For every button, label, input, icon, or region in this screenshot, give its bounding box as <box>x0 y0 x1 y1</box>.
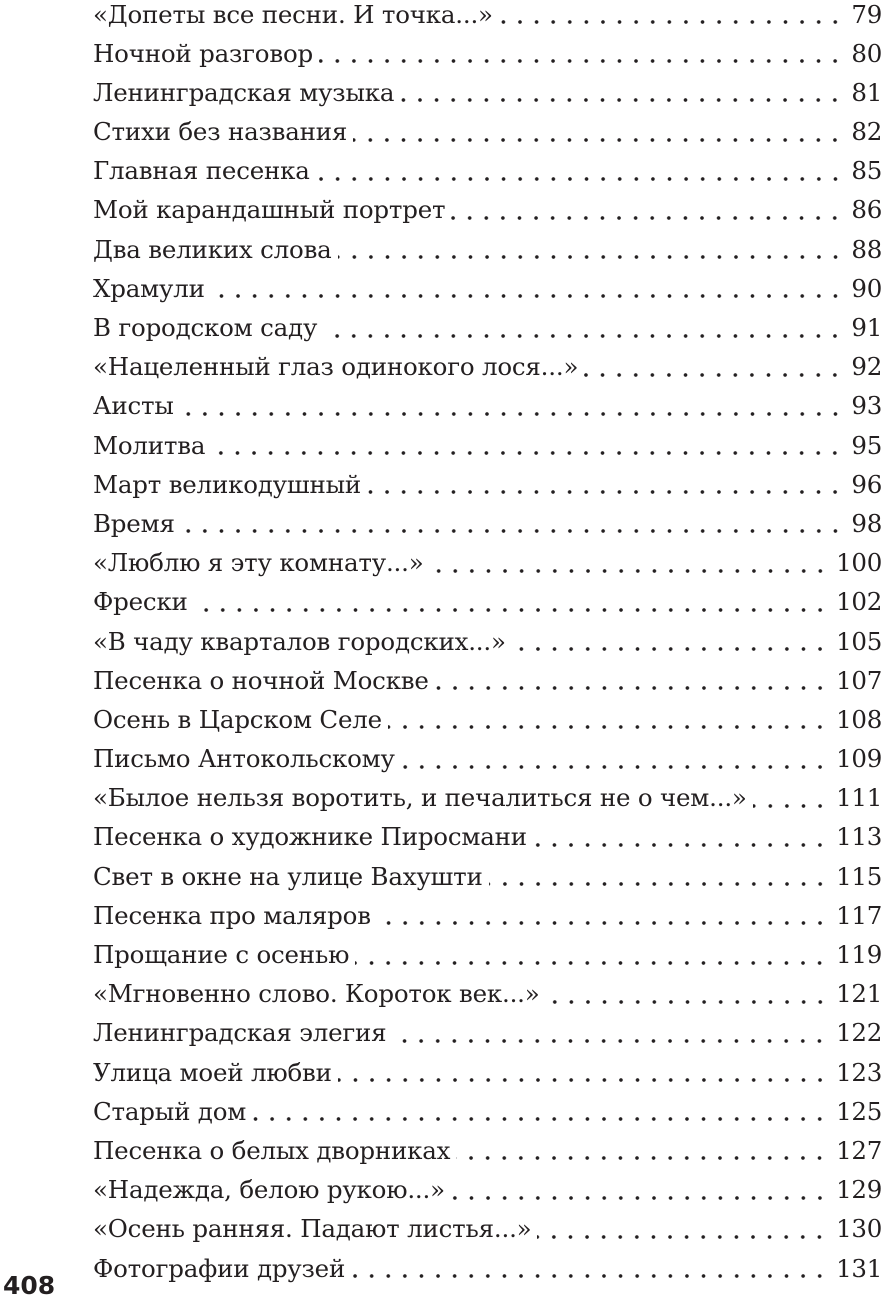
dot-leader <box>351 1274 828 1278</box>
toc-entry <box>93 1092 882 1131</box>
toc-entry-title: «Люблю я эту комнату...» <box>93 548 424 578</box>
toc-entry-page: 130 <box>836 1214 882 1244</box>
toc-entry <box>93 622 882 661</box>
toc-entry <box>93 1170 882 1209</box>
toc-entry-page: 122 <box>836 1018 882 1048</box>
toc-entry-title: Осень в Царском Селе <box>93 704 382 734</box>
toc-entry-title: В городском саду <box>93 313 318 342</box>
toc-entry <box>93 543 882 582</box>
toc-entry <box>93 426 882 465</box>
dot-leader <box>388 725 828 729</box>
dot-leader <box>584 373 843 377</box>
toc-entry <box>93 1249 882 1288</box>
page-number: 408 <box>3 1271 56 1300</box>
toc-entry <box>93 857 882 896</box>
toc-entry <box>93 191 882 230</box>
toc-entry-page: 82 <box>851 117 882 147</box>
toc-entry <box>93 739 882 778</box>
toc-entry-title: «Осень ранняя. Падают листья...» <box>93 1214 532 1244</box>
toc-entry-title: «Мгновенно слово. Короток век...» <box>93 979 540 1009</box>
toc-entry-title: Песенка про маляров <box>93 900 371 930</box>
toc-entry-page: 111 <box>836 783 882 813</box>
toc-entry-title: Ночной разговор <box>93 38 313 68</box>
toc-entry-page: 115 <box>836 861 882 891</box>
toc-entry-title: Фрески <box>93 587 188 617</box>
toc-entry-page: 123 <box>836 1057 882 1087</box>
dot-leader <box>435 686 828 690</box>
dot-leader <box>546 1000 829 1004</box>
dot-leader <box>451 1196 828 1200</box>
toc-entry-page: 100 <box>836 548 882 578</box>
dot-leader <box>319 59 843 63</box>
dot-leader <box>353 138 843 142</box>
toc-entry-page: 119 <box>836 940 882 969</box>
toc-entry-page: 81 <box>851 77 882 107</box>
toc-entry <box>93 1053 882 1092</box>
toc-entry-page: 85 <box>851 156 882 186</box>
toc-entry-title: Мой карандашный портрет <box>93 195 446 225</box>
dot-leader <box>456 1156 828 1160</box>
toc-entry <box>93 308 882 347</box>
toc-entry <box>93 779 882 818</box>
toc-entry-page: 129 <box>836 1175 882 1205</box>
dot-leader <box>537 1235 828 1239</box>
toc-entry <box>93 348 882 387</box>
toc-entry <box>93 1210 882 1249</box>
toc-entry <box>93 1014 882 1053</box>
toc-entry-title: Прощание с осенью <box>93 940 350 969</box>
toc-entry-title: Ленинградская музыка <box>93 77 395 107</box>
toc-entry-title: Ленинградская элегия <box>93 1018 387 1048</box>
toc-entry-page: 121 <box>836 979 882 1009</box>
dot-leader <box>512 647 828 651</box>
toc-entry-title: Старый дом <box>93 1096 247 1126</box>
toc-entry-title: Письмо Антокольскому <box>93 744 395 774</box>
dot-leader <box>338 1078 828 1082</box>
toc-entry-page: 91 <box>851 313 882 342</box>
toc-entry-page: 95 <box>851 430 882 460</box>
toc-entry <box>93 112 882 151</box>
dot-leader <box>499 20 844 24</box>
toc-entry <box>93 700 882 739</box>
dot-leader <box>367 490 843 494</box>
toc-entry <box>93 387 882 426</box>
toc-entry-title: Песенка о художнике Пиросмани <box>93 822 527 852</box>
dot-leader <box>430 569 829 573</box>
toc-entry-title: «Надежда, белою рукою...» <box>93 1175 445 1205</box>
toc-entry <box>93 73 882 112</box>
dot-leader <box>194 608 828 612</box>
toc-entry-title: «В чаду кварталов городских...» <box>93 626 506 656</box>
toc-entry <box>93 661 882 700</box>
dot-leader <box>451 216 843 220</box>
toc-entry <box>93 935 882 974</box>
toc-entry-title: Стихи без названия <box>93 117 348 147</box>
toc-entry-title: Два великих слова <box>93 234 332 264</box>
toc-entry-page: 90 <box>851 273 882 303</box>
toc-entry <box>93 465 882 504</box>
dot-leader <box>377 921 828 925</box>
toc-entry-title: Улица моей любви <box>93 1057 332 1087</box>
toc-entry-title: Время <box>93 508 175 538</box>
toc-entry-page: 113 <box>836 822 882 852</box>
toc-entry-title: Март великодушный <box>93 469 362 499</box>
toc-entry-title: «Допеты все песни. И точка...» <box>93 0 493 29</box>
toc-entry <box>93 583 882 622</box>
dot-leader <box>401 765 828 769</box>
toc-entry-page: 109 <box>836 744 882 774</box>
toc-entry-title: Храмули <box>93 273 205 303</box>
toc-entry-title: «Нацеленный глаз одинокого лося...» <box>93 352 579 382</box>
toc-entry-title: Песенка о ночной Москве <box>93 665 429 695</box>
dot-leader <box>753 804 828 808</box>
toc-entry-page: 107 <box>836 665 882 695</box>
toc-entry-title: Песенка о белых дворниках <box>93 1135 451 1165</box>
toc-entry-page: 93 <box>851 391 882 421</box>
toc-entry-title: Фотографии друзей <box>93 1253 346 1283</box>
toc-entry <box>93 152 882 191</box>
toc-entry-title: Аисты <box>93 391 174 421</box>
toc-entry-page: 92 <box>851 352 882 382</box>
toc-entry-page: 105 <box>836 626 882 656</box>
toc-entry-page: 79 <box>851 0 882 29</box>
toc-entry-page: 127 <box>836 1135 882 1165</box>
toc-entry <box>93 504 882 543</box>
toc-entry-page: 80 <box>851 38 882 68</box>
dot-leader <box>355 961 828 965</box>
toc-entry-title: Свет в окне на улице Вахушти <box>93 861 483 891</box>
toc-entry-page: 88 <box>851 234 882 264</box>
toc-entry <box>93 34 882 73</box>
toc-entry-page: 98 <box>851 508 882 538</box>
toc-entry-page: 108 <box>836 704 882 734</box>
toc-entry-page: 131 <box>836 1253 882 1283</box>
toc-entry <box>93 0 882 34</box>
dot-leader <box>181 529 844 533</box>
toc-entry-page: 117 <box>836 900 882 930</box>
toc-entry <box>93 818 882 857</box>
toc-entry-page: 102 <box>836 587 882 617</box>
toc-entry-title: Главная песенка <box>93 156 310 186</box>
toc-entry-page: 96 <box>851 469 882 499</box>
dot-leader <box>392 1039 828 1043</box>
table-of-contents <box>93 0 882 1288</box>
dot-leader <box>338 255 844 259</box>
toc-entry <box>93 269 882 308</box>
dot-leader <box>489 882 829 886</box>
toc-entry <box>93 1131 882 1170</box>
toc-entry <box>93 896 882 935</box>
dot-leader <box>400 98 843 102</box>
dot-leader <box>533 843 828 847</box>
toc-entry <box>93 230 882 269</box>
toc-entry-title: «Былое нельзя воротить, и печалиться не о чем...» <box>93 783 747 813</box>
dot-leader <box>323 334 843 338</box>
dot-leader <box>316 177 844 181</box>
toc-entry-page: 86 <box>851 195 882 225</box>
dot-leader <box>252 1117 828 1121</box>
toc-entry-title: Молитва <box>93 430 206 460</box>
toc-entry <box>93 975 882 1014</box>
toc-entry-page: 125 <box>836 1096 882 1126</box>
dot-leader <box>211 294 844 298</box>
dot-leader <box>211 451 843 455</box>
dot-leader <box>180 412 844 416</box>
